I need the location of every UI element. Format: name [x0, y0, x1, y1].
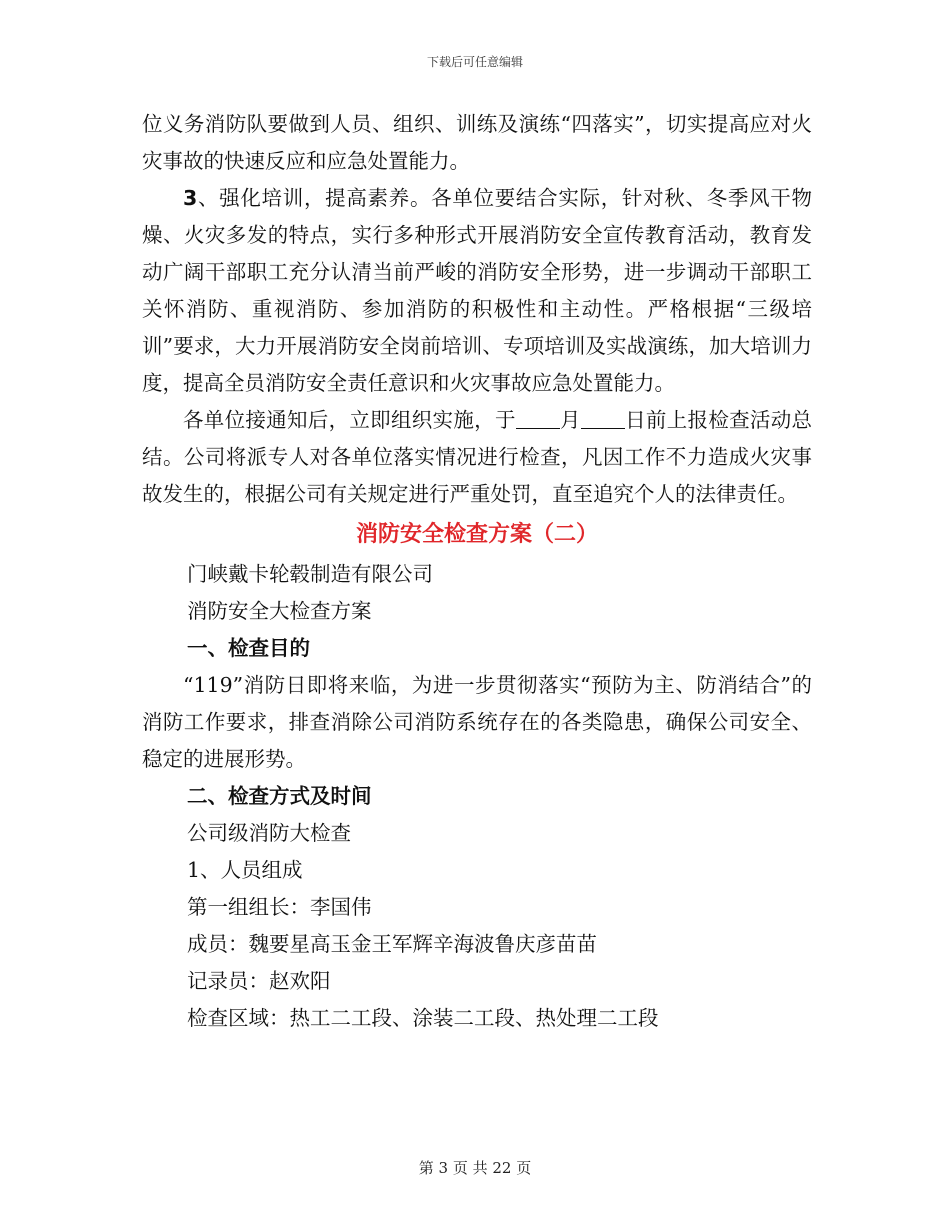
- page-header-note: 下载后可任意编辑: [426, 55, 523, 69]
- paragraph-reporting: [142, 402, 812, 513]
- paragraph-training-continued: 位义务消防队要做到人员、组织、训练及演练“四落实”，切实提高应对火灾事故的快速反应和应急处置能力。: [142, 112, 812, 173]
- paragraph-number: 3: [183, 186, 198, 210]
- paragraph-text: 、强化培训，提高素养。各单位要结合实际，针对秋、冬季风干物燥、火灾多发的特点，实行多种形式开展消防安全宣传教育活动，教育发动广阔干部职工充分认清当前严峻的消防安全形势，进一步调动干部职工关怀消防、重视消防、参加消防的积极性和主动性。严格根据“三级培训”要求，大力开展消防安全岗前培训、专项培训及实战演练，加大培训力度，提高全员消防安全责任意识和火灾事故应急处置能力。: [142, 186, 812, 395]
- plan-name: 消防安全大检查方案: [187, 599, 372, 623]
- section-title: 消防安全检查方案（二）: [355, 522, 598, 547]
- area-line: 检查区域：热工二工段、涂装二工段、热处理二工段: [187, 1006, 659, 1030]
- method-text: 公司级消防大检查: [187, 821, 351, 845]
- month-blank: [516, 408, 560, 430]
- document-body: [142, 106, 812, 1037]
- day-blank: [581, 408, 625, 430]
- leader-line: 第一组组长：李国伟: [187, 895, 372, 919]
- page-footer-number: 第 3 页 共 22 页: [418, 1159, 532, 1177]
- item-personnel: 1、人员组成: [187, 858, 303, 882]
- members-line: 成员：魏要星高玉金王军辉辛海波鲁庆彦苗苗: [187, 932, 597, 956]
- paragraph-purpose: “119”消防日即将来临，为进一步贯彻落实“预防为主、防消结合”的消防工作要求，排查消除公司消防系统存在的各类隐患，确保公司安全、稳定的进展形势。: [142, 673, 812, 771]
- paragraph-strengthen-training: [142, 180, 812, 402]
- heading-purpose: 一、检查目的: [187, 636, 310, 660]
- reporting-text-2: 月: [559, 408, 581, 432]
- company-name: 门峡戴卡轮毂制造有限公司: [187, 562, 433, 586]
- reporting-text-1: 各单位接通知后，立即组织实施，于: [183, 408, 516, 432]
- recorder-line: 记录员：赵欢阳: [187, 969, 331, 993]
- heading-method: 二、检查方式及时间: [187, 784, 372, 808]
- reporting-text-3: 日前上报检查活动总结。公司将派专人对各单位落实情况进行检查，凡因工作不力造成火灾事故发生的，根据公司有关规定进行严重处罚，直至追究个人的法律责任。: [142, 408, 813, 506]
